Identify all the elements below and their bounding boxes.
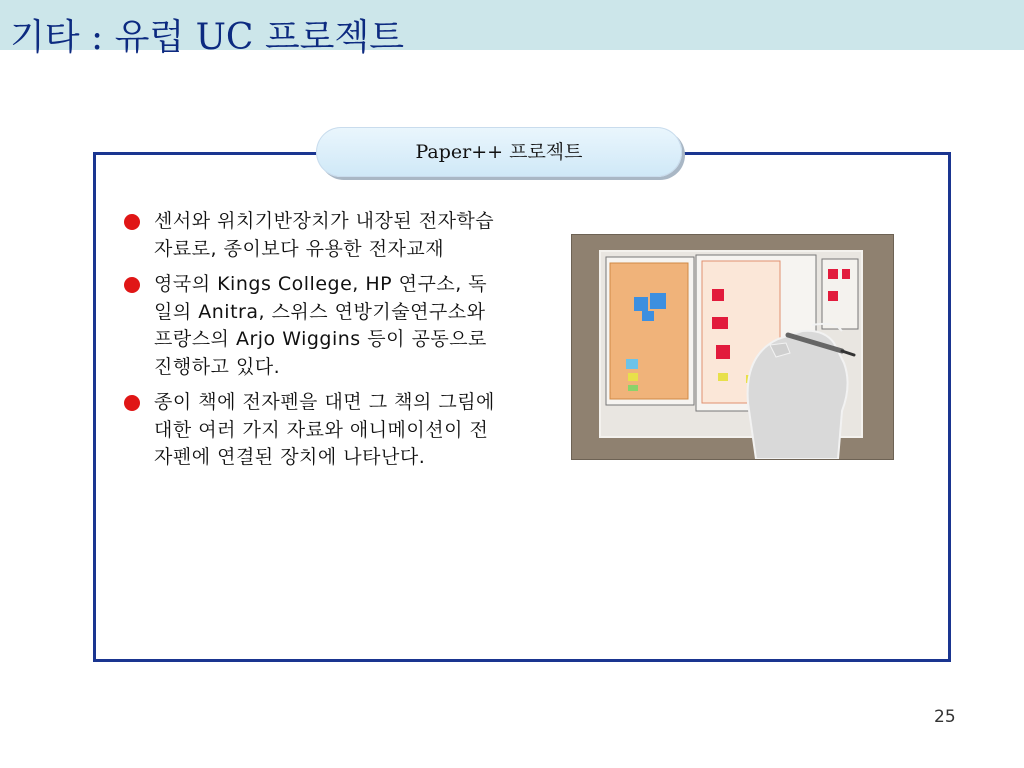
bullet-dot-icon xyxy=(124,214,140,230)
bullet-item xyxy=(124,389,504,472)
bullet-text: 영국의 Kings College, HP 연구소, 독일의 Anitra, 스위스 연방기술연구소와 프랑스의 Arjo Wiggins 등이 공동으로 진행하고 있다. xyxy=(154,273,488,378)
bullet-dot-icon xyxy=(124,277,140,293)
bullet-list xyxy=(124,208,504,480)
bullet-item xyxy=(124,271,504,381)
book-pen-illustration xyxy=(571,234,894,460)
bullet-text: 종이 책에 전자펜을 대면 그 책의 그림에 대한 여러 가지 자료와 애니메이션이 전자펜에 연결된 장치에 나타난다. xyxy=(154,391,495,468)
bullet-text: 센서와 위치기반장치가 내장된 전자학습자료로, 종이보다 유용한 전자교재 xyxy=(154,210,495,260)
page-number: 25 xyxy=(934,707,956,727)
book-illustration-icon xyxy=(572,235,893,459)
subtitle-pill: Paper++ 프로젝트 xyxy=(316,127,682,177)
slide-title: 기타 : 유럽 UC 프로젝트 xyxy=(10,17,404,58)
bullet-item xyxy=(124,208,504,263)
bullet-dot-icon xyxy=(124,395,140,411)
